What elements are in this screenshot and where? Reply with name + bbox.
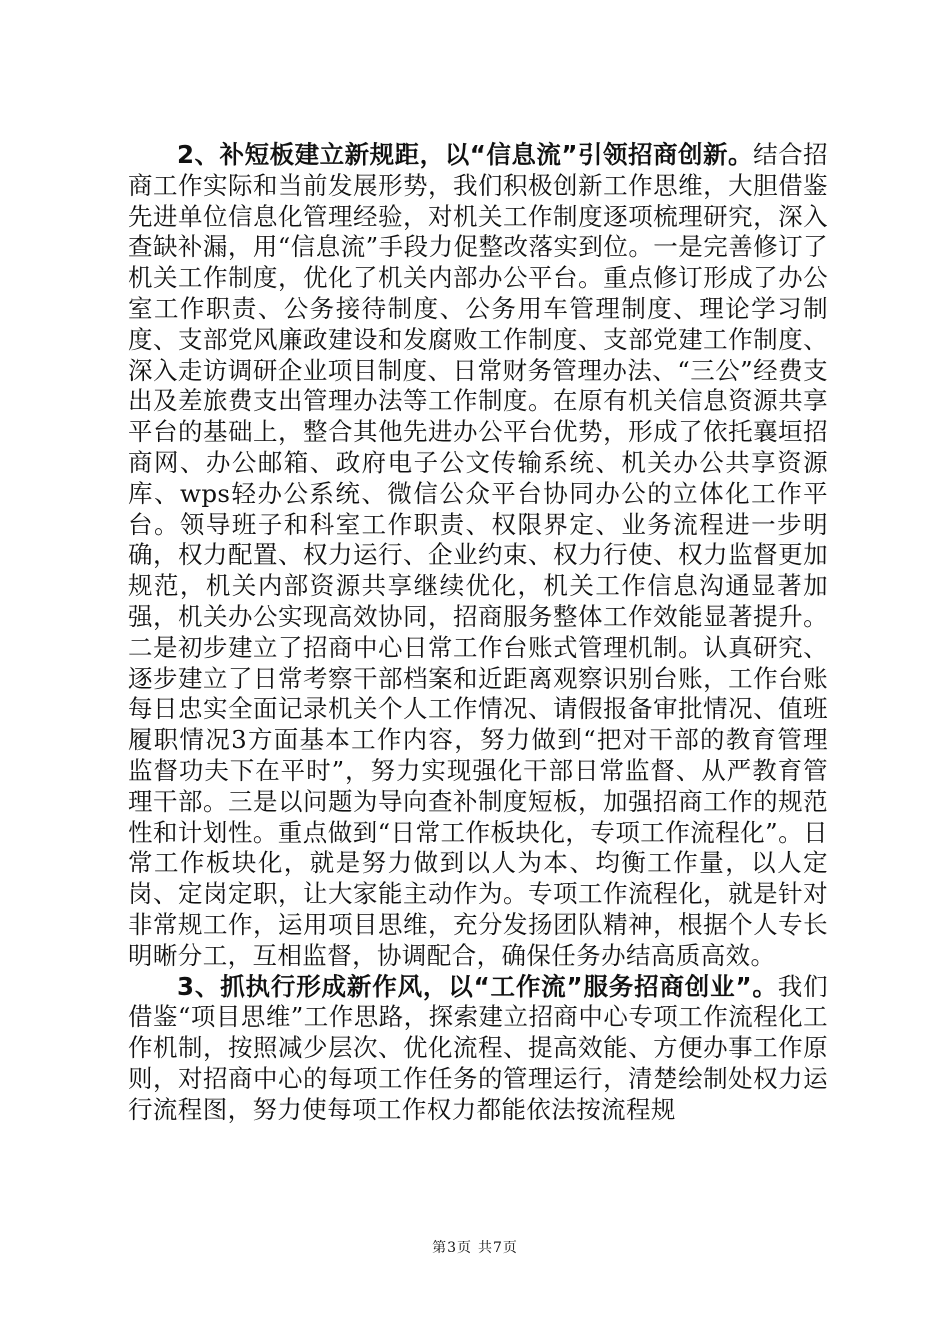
page-total: 共7页 (478, 1240, 518, 1256)
section-2-heading: 2、补短板建立新规距，以“信息流”引领招商创新。 (177, 140, 754, 169)
page-footer (0, 1238, 950, 1258)
section-3-heading: 3、抓执行形成新作风，以“工作流”服务招商创业”。 (177, 971, 778, 1001)
page-number: 第3页 (432, 1240, 472, 1256)
section-3-body: 我们借鉴“项目思维”工作思路，探索建立招商中心专项工作流程化工作机制，按照减少层次、优化流程、提高效能、方便办事工作原则，对招商中心的每项工作任务的管理运行，清楚绘制处权力运行流程图，努力使每项工作权力都能依法按流程规 (128, 971, 828, 1124)
section-2-body: 结合招商工作实际和当前发展形势，我们积极创新工作思维，大胆借鉴先进单位信息化管理经验，对机关工作制度逐项梳理研究，深入查缺补漏，用“信息流”手段力促整改落实到位。一是完善修订了机关工作制度，优化了机关内部办公平台。重点修订形成了办公室工作职责、公务接待制度、公务用车管理制度、理论学习制度、支部党风廉政建设和发腐败工作制度、支部党建工作制度、深入走访调研企业项目制度、日常财务管理办法、“三公”经费支出及差旅费支出管理办法等工作制度。在原有机关信息资源共享平台的基础上，整合其他先进办公平台优势，形成了依托襄垣招商网、办公邮箱、政府电子公文传输系统、机关办公共享资源库、wps轻办公系统、微信公众平台协同办公的立体化工作平台。领导班子和科室工作职责、权限界定、业务流程进一步明确，权力配置、权力运行、企业约束、权力行使、权力监督更加规范，机关内部资源共享继续优化，机关工作信息沟通显著加强，机关办公实现高效协同，招商服务整体工作效能显著提升。二是初步建立了招商中心日常工作台账式管理机制。认真研究、逐步建立了日常考察干部档案和近距离观察识别台账，工作台账每日忠实全面记录机关个人工作情况、请假报备审批情况、值班履职情况3方面基本工作内容，努力做到“把对干部的教育管理监督功夫下在平时”，努力实现强化干部日常监督、从严教育管理干部。三是以问题为导向查补制度短板，加强招商工作的规范性和计划性。重点做到“日常工作板块化，专项工作流程化”。日常工作板块化，就是努力做到以人为本、均衡工作量，以人定岗、定岗定职，让大家能主动作为。专项工作流程化，就是针对非常规工作，运用项目思维，充分发扬团队精神，根据个人专长明晰分工，互相监督，协调配合，确保任务办结高质高效。 (128, 140, 828, 970)
paragraph-section-3 (128, 972, 828, 1126)
paragraph-section-2 (128, 140, 828, 972)
document-body (128, 140, 828, 1126)
